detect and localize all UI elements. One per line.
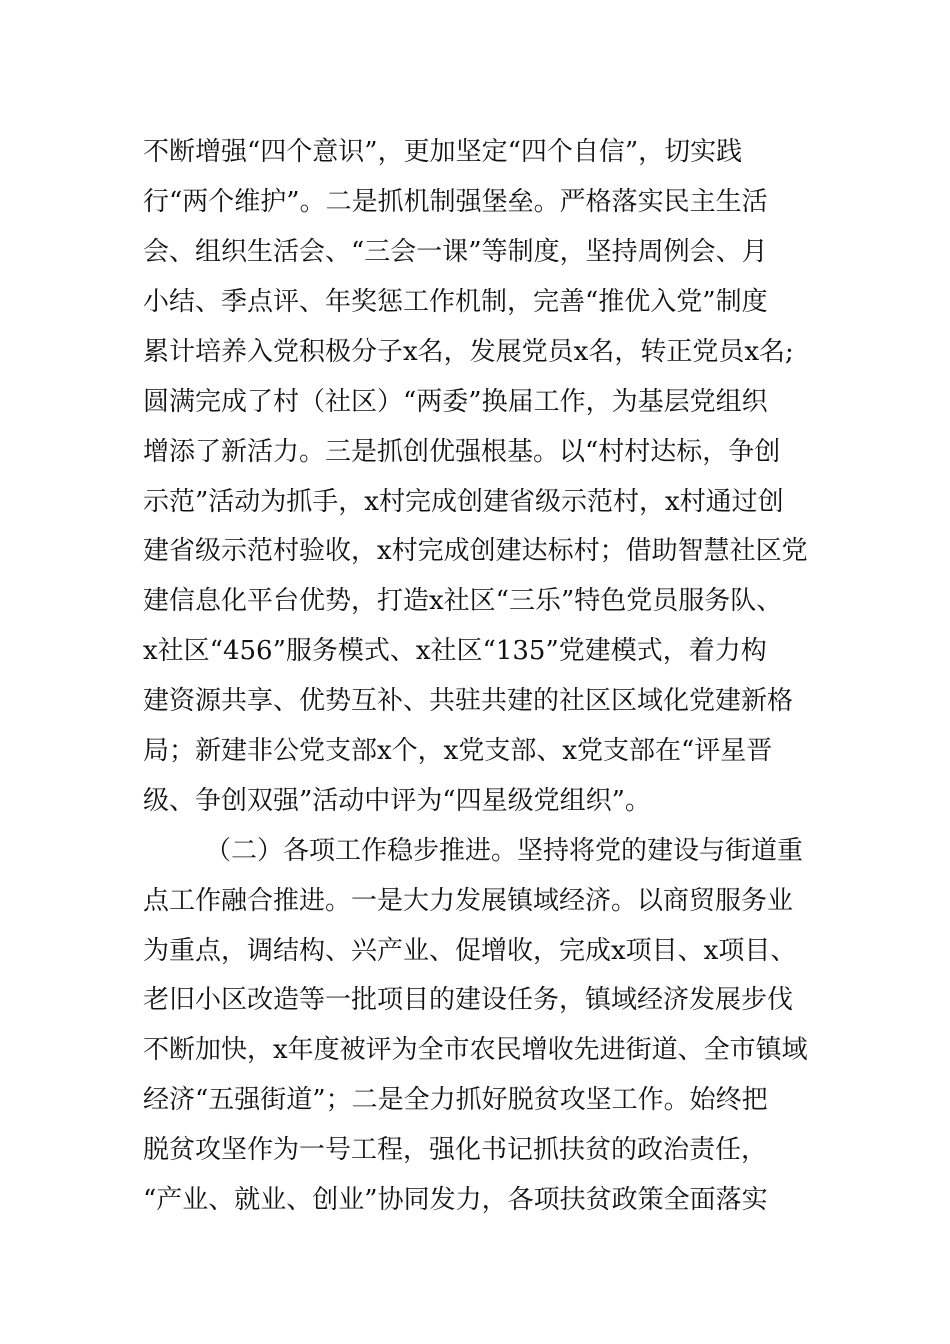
text-line-11: x社区“456”服务模式、x社区“135”党建模式，着力构 [143,636,767,666]
text-line-17: 为重点，调结构、兴产业、促增收，完成x项目、x项目、 [143,936,797,966]
text-line-22: “产业、就业、创业”协同发力，各项扶贫政策全面落实 [143,1185,768,1215]
text-line-9: 建省级示范村验收，x村完成创建达标村；借助智慧社区党 [143,536,808,566]
text-line-3: 会、组织生活会、“三会一课”等制度，坚持周例会、月 [143,237,768,267]
section-heading-line: （二）各项工作稳步推进。坚持将党的建设与街道重 [205,836,804,866]
text-line-6: 圆满完成了村（社区）“两委”换届工作，为基层党组织 [143,387,768,417]
text-line-2: 行“两个维护”。二是抓机制强堡垒。严格落实民主生活 [143,187,768,217]
text-line-5: 累计培养入党积极分子x名，发展党员x名，转正党员x名; [143,337,794,367]
text-line-21: 脱贫攻坚作为一号工程，强化书记抓扶贫的政治责任， [143,1135,768,1165]
text-line-1: 不断增强“四个意识”，更加坚定“四个自信”，切实践 [143,137,743,167]
text-line-14: 级、争创双强”活动中评为“四星级党组织”。 [143,786,651,816]
text-line-13: 局；新建非公党支部x个，x党支部、x党支部在“评星晋 [143,736,773,766]
text-line-4: 小结、季点评、年奖惩工作机制，完善“推优入党”制度 [143,287,768,317]
text-line-10: 建信息化平台优势，打造x社区“三乐”特色党员服务队、 [143,586,783,616]
text-line-16: 点工作融合推进。一是大力发展镇域经济。以商贸服务业 [143,886,794,916]
text-line-8: 示范”活动为抓手，x村完成创建省级示范村，x村通过创 [143,487,784,517]
text-line-7: 增添了新活力。三是抓创优强根基。以“村村达标，争创 [143,437,781,467]
text-line-18: 老旧小区改造等一批项目的建设任务，镇域经济发展步伐 [143,985,794,1015]
text-line-19: 不断加快，x年度被评为全市农民增收先进街道、全市镇域 [143,1035,808,1065]
text-line-20: 经济“五强街道”；二是全力抓好脱贫攻坚工作。始终把 [143,1085,768,1115]
text-line-12: 建资源共享、优势互补、共驻共建的社区区域化党建新格 [143,686,794,716]
